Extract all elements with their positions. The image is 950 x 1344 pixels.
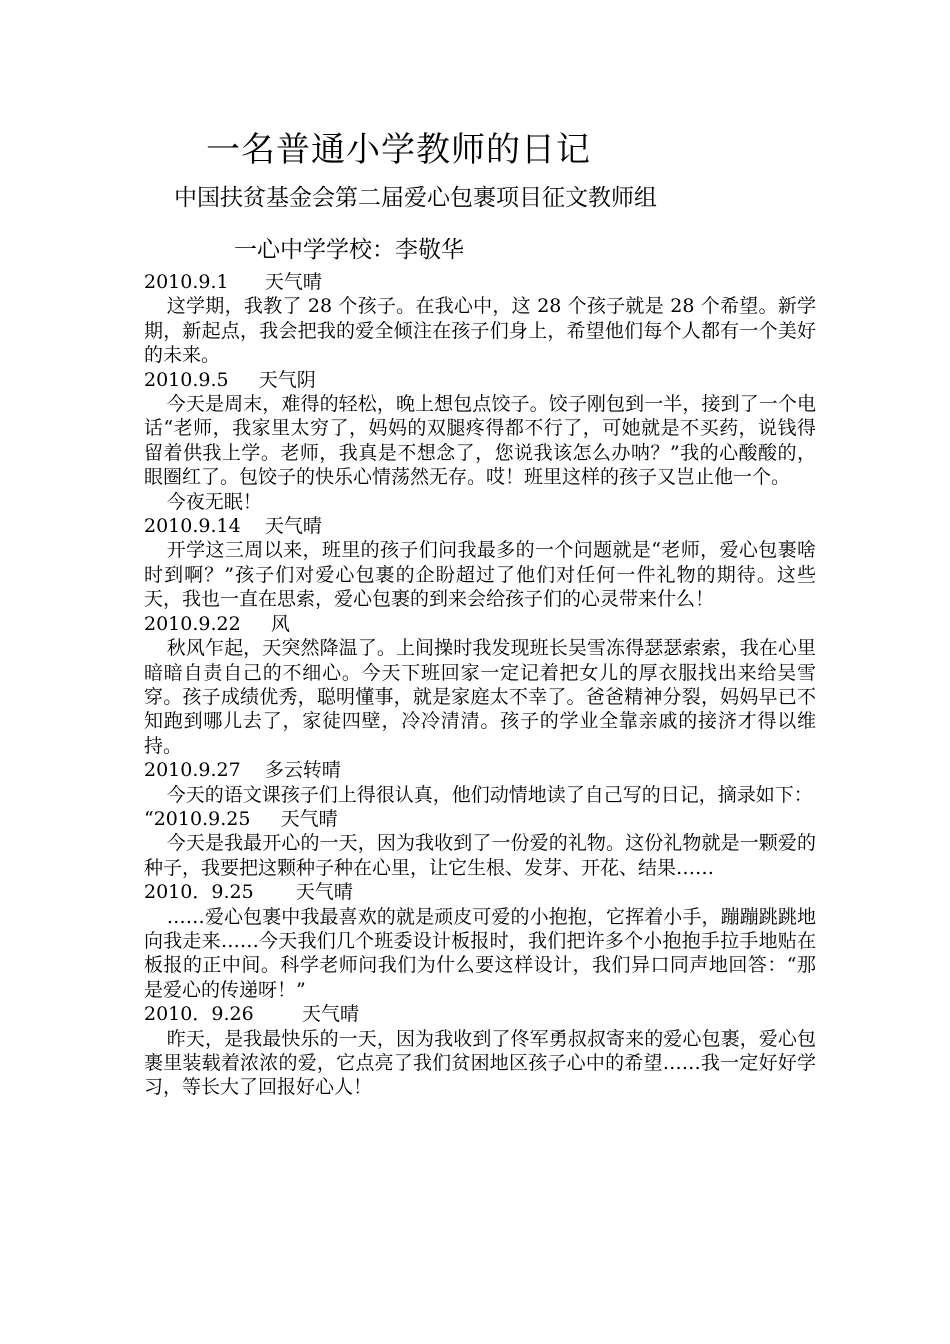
entry-date-weather: 2010.9.22 风: [144, 612, 290, 635]
document-title: 一名普通小学教师的日记: [206, 130, 591, 170]
entry-paragraph: 今天是周末，难得的轻松，晚上想包点饺子。饺子刚包到一半，接到了一个电话“老师，我家里太穷了，妈妈的双腿疼得都不行了，可她就是不买药，说钱得留着供我上学。老师，我真是不想念了，您说我该怎么办呐？”我的心酸酸的，眼圈红了。包饺子的快乐心情荡然无存。哎！班里这样的孩子又岂止他一个。: [144, 393, 816, 489]
entry-date-weather: 2010.9.27 多云转晴: [144, 759, 341, 782]
quoted-entry-paragraph: 昨天，是我最快乐的一天，因为我收到了佟军勇叔叔寄来的爱心包裹，爱心包裹里装载着浓浓的爱，它点亮了我们贫困地区孩子心中的希望……我一定好好学习，等长大了回报好心人！: [144, 1027, 816, 1099]
entry-paragraph: 今天的语文课孩子们上得很认真，他们动情地读了自己写的日记，摘录如下：: [166, 783, 813, 806]
diary-body: [144, 270, 816, 1100]
entry-paragraph: 这学期，我教了 28 个孩子。在我心中，这 28 个孩子就是 28 个希望。新学期，新起点，我会把我的爱全倾注在孩子们身上，希望他们每个人都有一个美好的未来。: [144, 295, 816, 367]
document-subtitle: 中国扶贫基金会第二届爱心包裹项目征文教师组: [174, 185, 657, 211]
entry-date-weather: 2010.9.14 天气晴: [144, 515, 322, 538]
entry-paragraph: 秋风乍起，天突然降温了。上间操时我发现班长吴雪冻得瑟瑟索索，我在心里暗暗自责自己的不细心。今天下班回家一定记着把女儿的厚衣服找出来给吴雪穿。孩子成绩优秀，聪明懂事，就是家庭太不幸了。爸爸精神分裂，妈妈早已不知跑到哪儿去了，家徒四壁，冷冷清清。孩子的学业全靠亲戚的接济才得以维持。: [144, 637, 816, 757]
quoted-entry-paragraph: ……爱心包裹中我最喜欢的就是顽皮可爱的小抱抱，它挥着小手，蹦蹦跳跳地向我走来……今天我们几个班委设计板报时，我们把许多个小抱抱手拉手地贴在板报的正中间。科学老师问我们为什么要这样设计，我们异口同声地回答：“那是爱心的传递呀！”: [144, 905, 816, 1001]
quoted-entry-date-weather: 2010．9.25 天气晴: [144, 881, 353, 904]
quoted-entry-paragraph: 今天是我最开心的一天，因为我收到了一份爱的礼物。这份礼物就是一颗爱的种子，我要把这颗种子种在心里，让它生根、发芽、开花、结果……: [144, 832, 816, 879]
document-author: 一心中学学校：李敬华: [234, 237, 464, 263]
quoted-entry-date-weather: 2010．9.26 天气晴: [144, 1003, 359, 1026]
entry-date-weather: 2010.9.1 天气晴: [144, 271, 322, 293]
entry-date-weather: 2010.9.5 天气阴: [144, 368, 316, 391]
entry-paragraph: 今夜无眠！: [166, 490, 262, 513]
quoted-entry-date-weather: “2010.9.25 天气晴: [144, 807, 338, 830]
entry-paragraph: 开学这三周以来，班里的孩子们问我最多的一个问题就是“老师，爱心包裹啥时到啊？”孩子们对爱心包裹的企盼超过了他们对任何一件礼物的期待。这些天，我也一直在思索，爱心包裹的到来会给孩子们的心灵带来什么！: [144, 539, 816, 611]
